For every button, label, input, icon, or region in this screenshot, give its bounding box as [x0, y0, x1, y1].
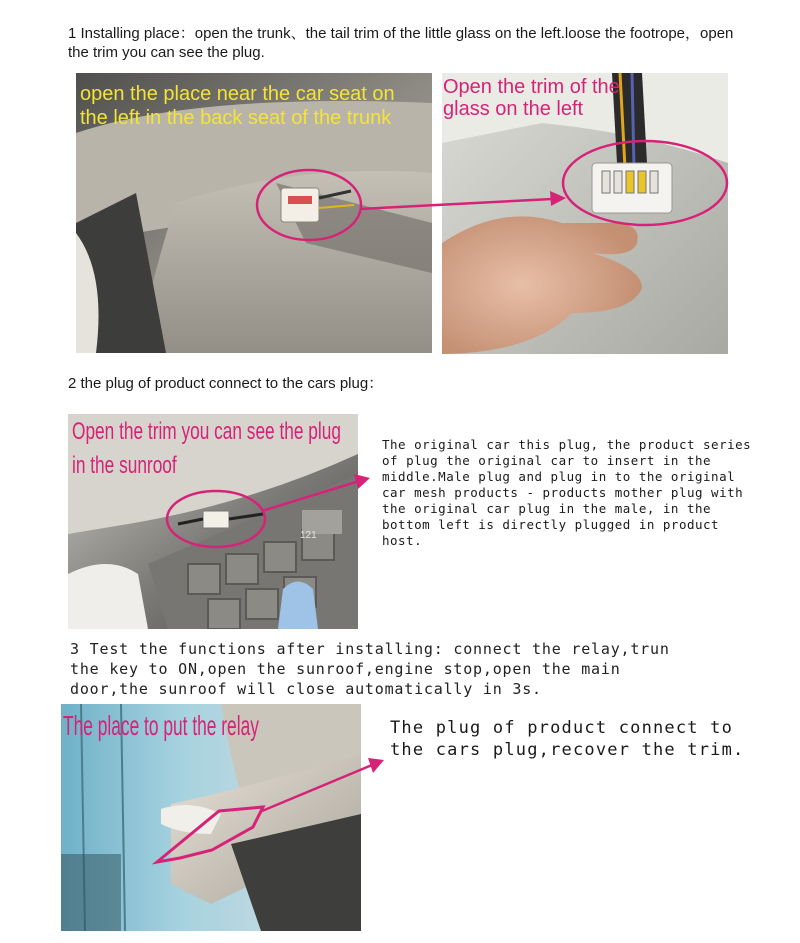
arrow-head-icon [550, 191, 566, 206]
glass-trim-label: Open the trim of the glass on the left [443, 76, 620, 120]
step3-instruction-line3: door,the sunroof will close automatically in 3s. [70, 680, 542, 698]
step3-description: The plug of product connect to the cars plug,recover the trim. [390, 718, 745, 760]
step2-description: The original car this plug, the product series of plug the original car to insert in the middle.Male plug and plug in to the original car mesh products - products mother plug with the original car plug in the male, in the bottom left is directly plugged in product host. [382, 437, 752, 548]
connector-arrow-line [360, 199, 552, 209]
sunroof-arrow-line [262, 482, 356, 511]
sunroof-plug-circle [167, 491, 265, 547]
sunroof-label-line2: in the sunroof [72, 452, 177, 479]
step1-annotation-overlay [0, 0, 800, 400]
plug-highlight-circle-right [563, 141, 727, 225]
step2-instruction: 2 the plug of product connect to the cars plug： [68, 375, 384, 392]
arrow-head-icon [354, 474, 370, 489]
plug-highlight-circle-left [257, 170, 361, 240]
step3-instruction-line1: 3 Test the functions after installing: connect the relay,trun [70, 640, 670, 658]
relay-outline-shape [157, 807, 263, 862]
relay-arrow-line [262, 765, 372, 811]
trunk-seat-label: open the place near the car seat on the left in the back seat of the trunk [80, 83, 395, 129]
sunroof-label-line1: Open the trim you can see the plug [72, 418, 341, 445]
relay-place-label: The place to put the relay [63, 710, 259, 741]
step1-instruction: 1 Installing place：open the trunk、the tail trim of the little glass on the left.loose the footrope，open the trim you can see the plug. [68, 25, 734, 61]
step3-instruction-line2: the key to ON,open the sunroof,engine stop,open the main [70, 660, 621, 678]
panel-number-label: 121 [300, 530, 317, 541]
